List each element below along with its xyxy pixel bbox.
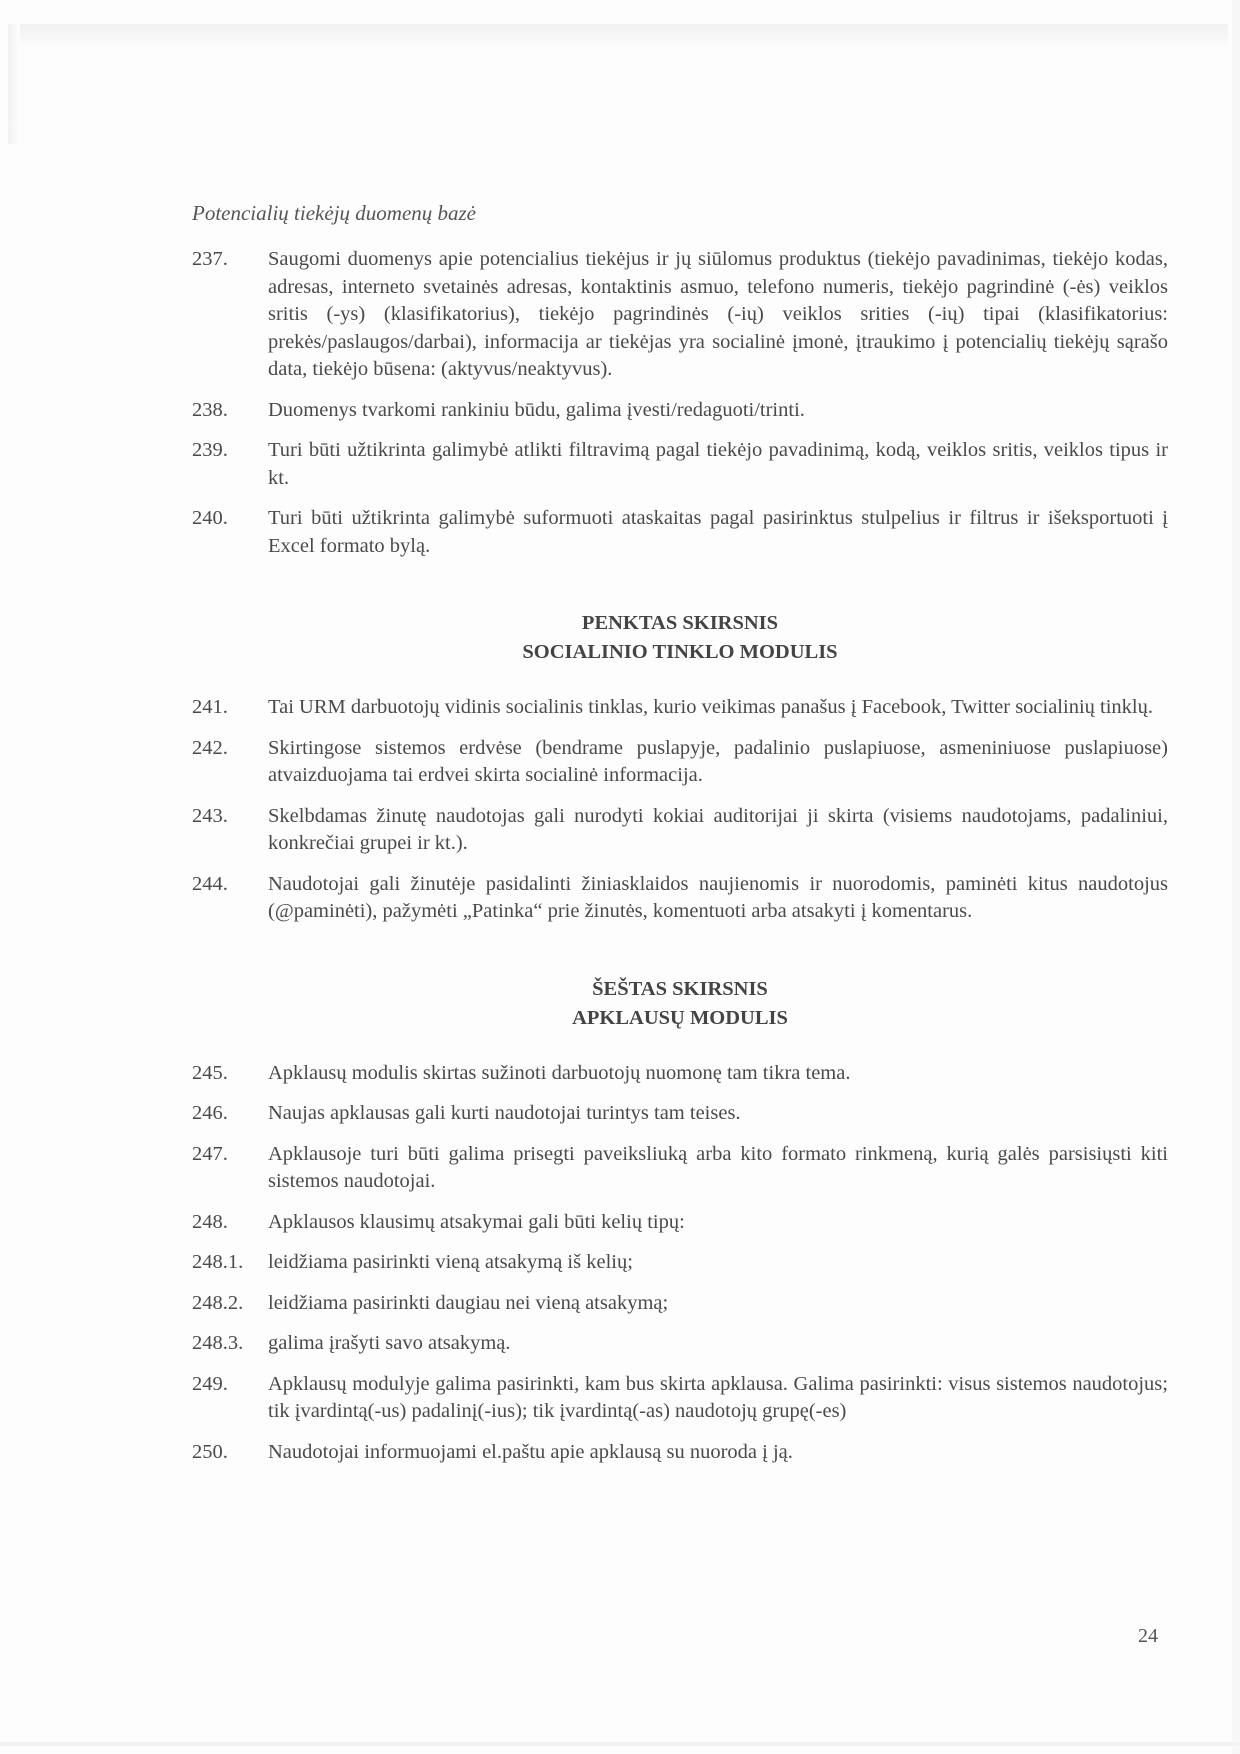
scan-edge-top xyxy=(8,24,1228,48)
items-group-a xyxy=(192,246,1168,560)
list-item xyxy=(192,1209,1168,1237)
list-item xyxy=(192,1100,1168,1128)
item-text: Apklausų modulyje galima pasirinkti, kam bus skirta apklausa. Galima pasirinkti: visus sistemos naudotojus; tik įvardintą(-us) padalinį(-ius); tik įvardintą(-as) naudotojų grupę(-es) xyxy=(268,1372,1168,1422)
section-title: PENKTAS SKIRSNIS xyxy=(581,612,779,634)
list-item xyxy=(192,437,1168,492)
item-number: 242. xyxy=(192,736,228,759)
items-group-b xyxy=(192,694,1168,926)
scan-edge-right xyxy=(1232,0,1240,1754)
list-item xyxy=(192,694,1168,722)
item-text: Turi būti užtikrinta galimybė atlikti filtravimą pagal tiekėjo pavadinimą, kodą, veiklos sritis, veiklos tipus ir kt. xyxy=(268,439,1168,489)
item-text: leidžiama pasirinkti vieną atsakymą iš kelių; xyxy=(268,1251,633,1273)
item-text: galima įrašyti savo atsakymą. xyxy=(268,1332,511,1354)
page-number: 24 xyxy=(1138,1625,1158,1647)
list-item xyxy=(192,735,1168,790)
list-item xyxy=(192,505,1168,560)
list-item xyxy=(192,246,1168,384)
subheading: Potencialių tiekėjų duomenų bazė xyxy=(192,201,477,225)
scan-edge-bottom xyxy=(0,1742,1240,1746)
item-number: 245. xyxy=(192,1061,228,1084)
item-number: 241. xyxy=(192,696,228,718)
list-subitem xyxy=(192,1330,1168,1358)
item-text: Naudotojai informuojami el.paštu apie apklausą su nuoroda į ją. xyxy=(268,1440,793,1463)
item-number: 248.1. xyxy=(192,1251,244,1273)
list-subitem xyxy=(192,1249,1168,1277)
item-number: 243. xyxy=(192,804,228,827)
list-subitem xyxy=(192,1290,1168,1318)
section-heading-6 xyxy=(192,975,1168,1033)
item-text: leidžiama pasirinkti daugiau nei vieną atsakymą; xyxy=(268,1291,669,1314)
list-item xyxy=(192,397,1168,425)
item-text: Duomenys tvarkomi rankiniu būdu, galima įvesti/redaguoti/trinti. xyxy=(268,398,805,421)
list-item xyxy=(192,1439,1168,1467)
section-subtitle: SOCIALINIO TINKLO MODULIS xyxy=(522,641,838,663)
list-item xyxy=(192,1141,1168,1196)
list-item xyxy=(192,1371,1168,1426)
item-number: 238. xyxy=(192,398,228,421)
items-group-c xyxy=(192,1060,1168,1467)
item-text: Naudotojai gali žinutėje pasidalinti žiniasklaidos naujienomis ir nuorodomis, paminėti kitus naudotojus (@paminėti), pažymėti „Patinka“ prie žinutės, komentuoti arba atsakyti į komentarus. xyxy=(268,872,1168,922)
item-number: 244. xyxy=(192,872,228,895)
section-heading-5 xyxy=(192,609,1168,667)
scan-edge-left xyxy=(8,24,20,144)
item-text: Saugomi duomenys apie potencialius tiekėjus ir jų siūlomus produktus (tiekėjo pavadinimas, tiekėjo kodas, adresas, interneto svetainės adresas, kontaktinis asmuo, telefono numeris, tiekėjo pagrindinė (-ės) veiklos sritis (-ys) (klasifikatorius), tiekėjo pagrindinės (-ių) veiklos srities (-ių) tipai (klasifikatorius: prekės/paslaugos/darbai), informacija ar tiekėjas yra socialinė įmonė, įtraukimo į potencialių tiekėjų sąrašo data, tiekėjo būsena: (aktyvus/neaktyvus). xyxy=(268,248,1168,380)
item-text: Apklausos klausimų atsakymai gali būti kelių tipų: xyxy=(268,1210,685,1233)
item-text: Tai URM darbuotojų vidinis socialinis tinklas, kurio veikimas panašus į Facebook, Twitter socialinių tinklų. xyxy=(268,696,1153,718)
item-number: 247. xyxy=(192,1142,228,1165)
item-number: 248.2. xyxy=(192,1291,244,1314)
item-number: 246. xyxy=(192,1102,228,1124)
item-text: Skelbdamas žinutę naudotojas gali nurodyti kokiai auditorijai ji skirta (visiems naudotojams, padaliniui, konkrečiai grupei ir kt.). xyxy=(268,804,1168,854)
item-number: 249. xyxy=(192,1372,228,1395)
section-subtitle: APKLAUSŲ MODULIS xyxy=(572,1006,788,1029)
list-item xyxy=(192,803,1168,858)
item-text: Turi būti užtikrinta galimybė suformuoti ataskaitas pagal pasirinktus stulpelius ir filtrus ir išeksportuoti į Excel formato bylą. xyxy=(268,507,1168,557)
item-number: 240. xyxy=(192,507,228,529)
item-text: Apklausų modulis skirtas sužinoti darbuotojų nuomonę tam tikra tema. xyxy=(268,1061,851,1084)
list-item xyxy=(192,1060,1168,1088)
item-number: 248. xyxy=(192,1210,228,1233)
item-number: 237. xyxy=(192,248,228,270)
item-text: Skirtingose sistemos erdvėse (bendrame puslapyje, padalinio puslapiuose, asmeniniuose puslapiuose) atvaizduojama tai erdvei skirta socialinė informacija. xyxy=(268,736,1168,786)
item-text: Apklausoje turi būti galima prisegti paveiksliuką arba kito formato rinkmeną, kurią galės parsisiųsti kiti sistemos naudotojai. xyxy=(268,1142,1168,1192)
section-title: ŠEŠTAS SKIRSNIS xyxy=(592,977,768,1000)
item-number: 248.3. xyxy=(192,1332,244,1354)
document-page xyxy=(192,200,1168,1479)
item-number: 250. xyxy=(192,1440,228,1463)
list-item xyxy=(192,871,1168,926)
item-text: Naujas apklausas gali kurti naudotojai turintys tam teises. xyxy=(268,1102,741,1124)
item-number: 239. xyxy=(192,439,228,461)
